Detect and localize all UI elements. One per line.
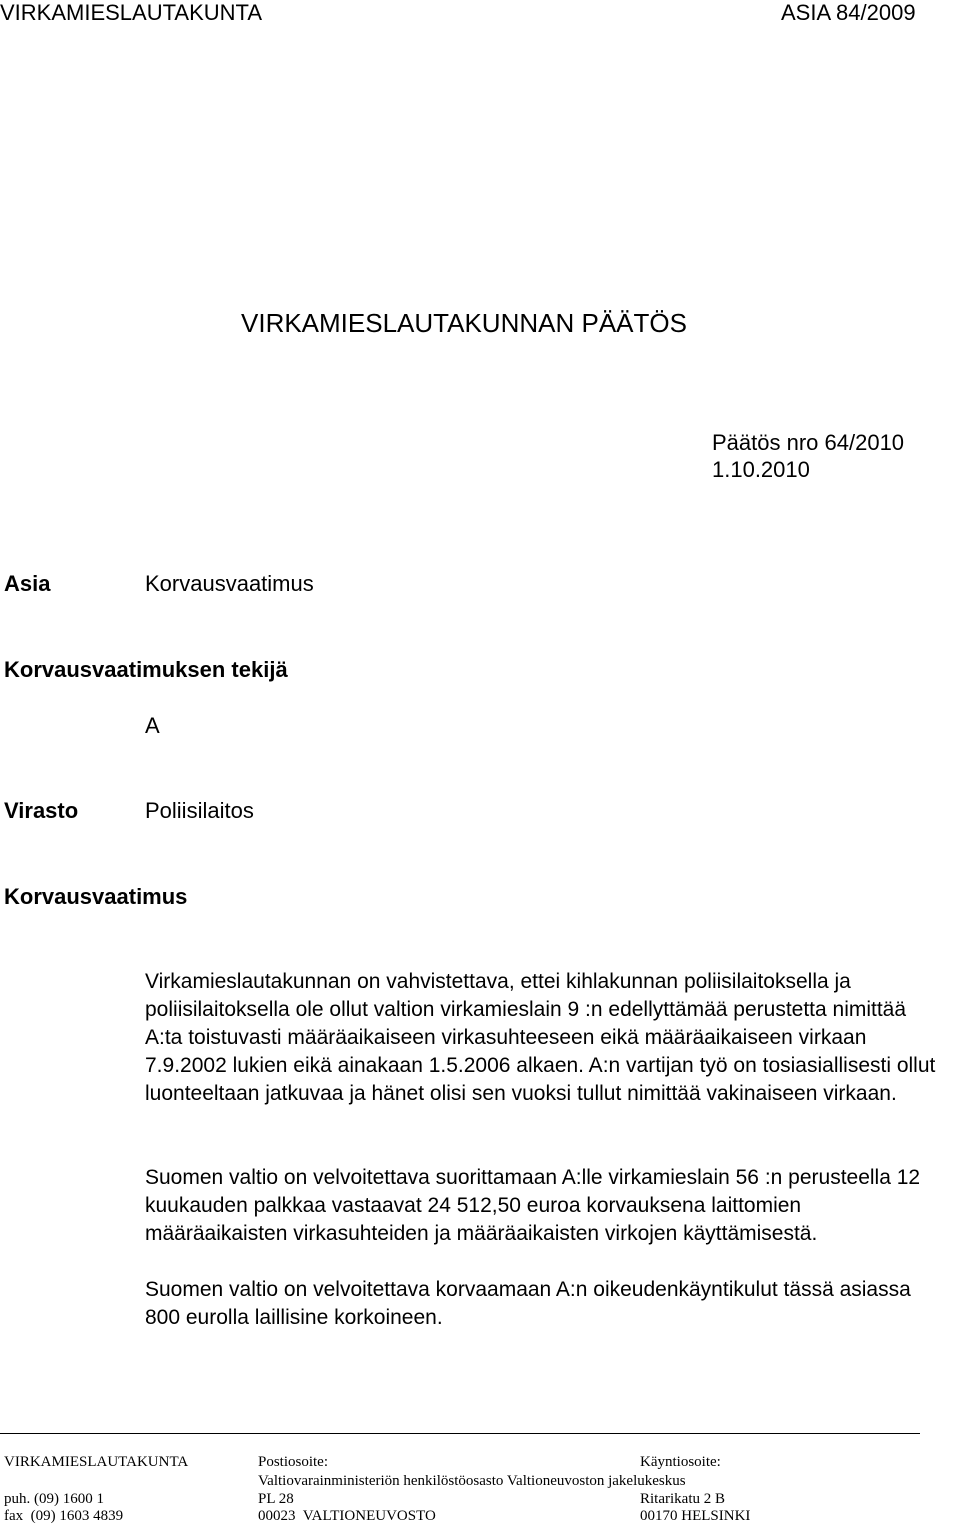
virasto-label: Virasto	[4, 798, 79, 823]
decision-number: Päätös nro 64/2010	[712, 430, 905, 455]
footer-fax: fax (09) 1603 4839	[4, 1508, 124, 1524]
footer-organization: VIRKAMIESLAUTAKUNTA	[4, 1454, 189, 1470]
header-case-number: ASIA 84/2009	[781, 0, 916, 25]
footer-visit-label: Käyntiosoite:	[640, 1454, 721, 1470]
virasto-value: Poliisilaitos	[145, 798, 254, 823]
footer-street: Ritarikatu 2 B	[640, 1491, 725, 1507]
claimant-value: A	[145, 713, 160, 738]
asia-value: Korvausvaatimus	[145, 571, 314, 596]
footer-ministry: Valtiovarainministeriön henkilöstöosasto Valtioneuvoston jakelukeskus	[258, 1473, 686, 1489]
decision-date: 1.10.2010	[712, 457, 810, 482]
document-title: VIRKAMIESLAUTAKUNNAN PÄÄTÖS	[241, 308, 687, 338]
footer-city: 00170 HELSINKI	[640, 1508, 751, 1524]
footer-divider	[0, 1433, 920, 1434]
footer-phone: puh. (09) 1600 1	[4, 1491, 104, 1507]
claimant-label: Korvausvaatimuksen tekijä	[4, 657, 288, 682]
asia-label: Asia	[4, 571, 51, 596]
claim-paragraph: Suomen valtio on velvoitettava suorittamaan A:lle virkamieslain 56 :n perusteella 12 kuukauden palkkaa vastaavat 24 512,50 euroa korvauksena laittomien määräaikaisten virkasuhteiden ja määräaikaisten virkojen käyttämisestä.	[145, 1166, 921, 1245]
claim-paragraph: Suomen valtio on velvoitettava korvaamaan A:n oikeudenkäyntikulut tässä asiassa 800 eurolla laillisine korkoineen.	[145, 1278, 911, 1329]
footer-postal-code: 00023 VALTIONEUVOSTO	[258, 1508, 436, 1524]
footer-po-box: PL 28	[258, 1491, 294, 1507]
claim-paragraph: Virkamieslautakunnan on vahvistettava, ettei kihlakunnan poliisilaitoksella ja poliisilaitoksella ole ollut valtion virkamieslain 9 :n edellyttämää perustetta nimittää A:ta toistuvasti määräaikaiseen virkasuhteeseen eikä määräaikaiseen virkaan 7.9.2002 lukien eikä ainakaan 1.5.2006 alkaen. A:n vartijan työ on tosiasiallisesti ollut luonteeltaan jatkuvaa ja hänet olisi sen vuoksi tullut nimittää vakinaiseen virkaan.	[145, 970, 936, 1105]
header-organization: VIRKAMIESLAUTAKUNTA	[0, 0, 263, 25]
footer-postal-label: Postiosoite:	[258, 1454, 329, 1470]
claim-section-heading: Korvausvaatimus	[4, 884, 188, 909]
